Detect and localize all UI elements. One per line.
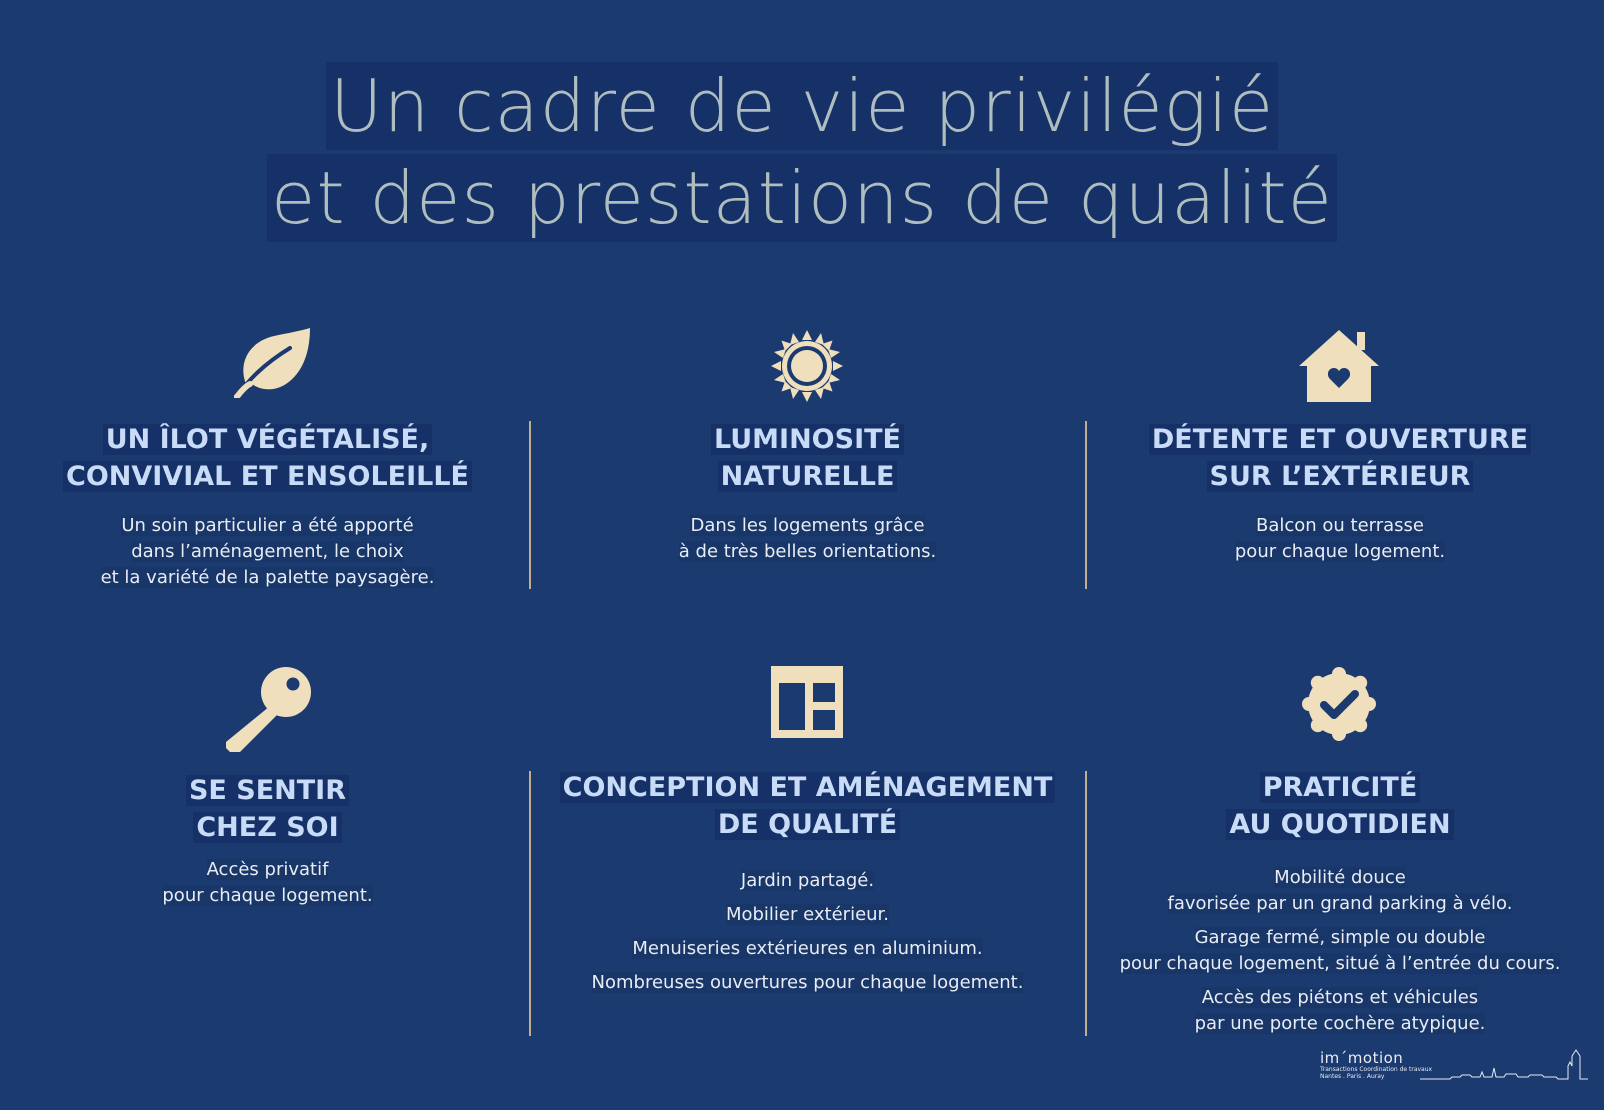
house-heart-icon xyxy=(1299,330,1379,402)
divider xyxy=(529,771,531,1036)
check-badge-icon xyxy=(1302,667,1376,741)
feature-description: Un soin particulier a été apporté dans l’aménagement, le choix et la variété de la palette paysagère. xyxy=(100,515,435,588)
logo-tagline: Transactions Coordination de travaux xyxy=(1320,1066,1433,1073)
leaf-icon xyxy=(234,328,312,398)
divider xyxy=(1085,421,1087,589)
feature-heading: DÉTENTE ET OUVERTURE SUR L’EXTÉRIEUR xyxy=(1105,421,1575,495)
feature-heading: PRATICITÉ AU QUOTIDIEN xyxy=(1100,769,1580,843)
key-icon xyxy=(226,666,312,752)
feature-description: Mobilité douce favorisée par un grand parking à vélo. Garage fermé, simple ou double pour chaque logement, situé à l’entrée du cours. Accès des piétons et véhicules par une porte cochère atypique. xyxy=(1119,867,1561,1034)
brand-logo xyxy=(1320,1050,1432,1080)
feature-description: Jardin partagé. Mobilier extérieur. Menuiseries extérieures en aluminium. Nombreuses ouvertures pour chaque logement. xyxy=(591,870,1024,993)
feature-heading: LUMINOSITÉ NATURELLE xyxy=(560,421,1055,495)
layout-icon xyxy=(771,666,843,738)
divider xyxy=(1085,771,1087,1036)
sun-icon xyxy=(771,330,843,402)
feature-heading: SE SENTIR CHEZ SOI xyxy=(30,772,505,846)
feature-description: Accès privatif pour chaque logement. xyxy=(162,859,373,906)
title-line-2: et des prestations de qualité xyxy=(267,154,1337,242)
page-title xyxy=(0,62,1604,242)
skyline-illustration xyxy=(1420,1046,1588,1086)
feature-heading: UN ÎLOT VÉGÉTALISÉ, CONVIVIAL ET ENSOLEILLÉ xyxy=(30,421,505,495)
feature-description: Balcon ou terrasse pour chaque logement. xyxy=(1234,515,1446,562)
logo-cities: Nantes . Paris . Auray xyxy=(1320,1073,1385,1080)
divider xyxy=(529,421,531,589)
feature-description: Dans les logements grâce à de très belles orientations. xyxy=(678,515,937,562)
title-line-1: Un cadre de vie privilégié xyxy=(326,62,1278,150)
logo-name: im´motion xyxy=(1320,1049,1404,1067)
feature-heading: CONCEPTION ET AMÉNAGEMENT DE QUALITÉ xyxy=(555,769,1060,843)
